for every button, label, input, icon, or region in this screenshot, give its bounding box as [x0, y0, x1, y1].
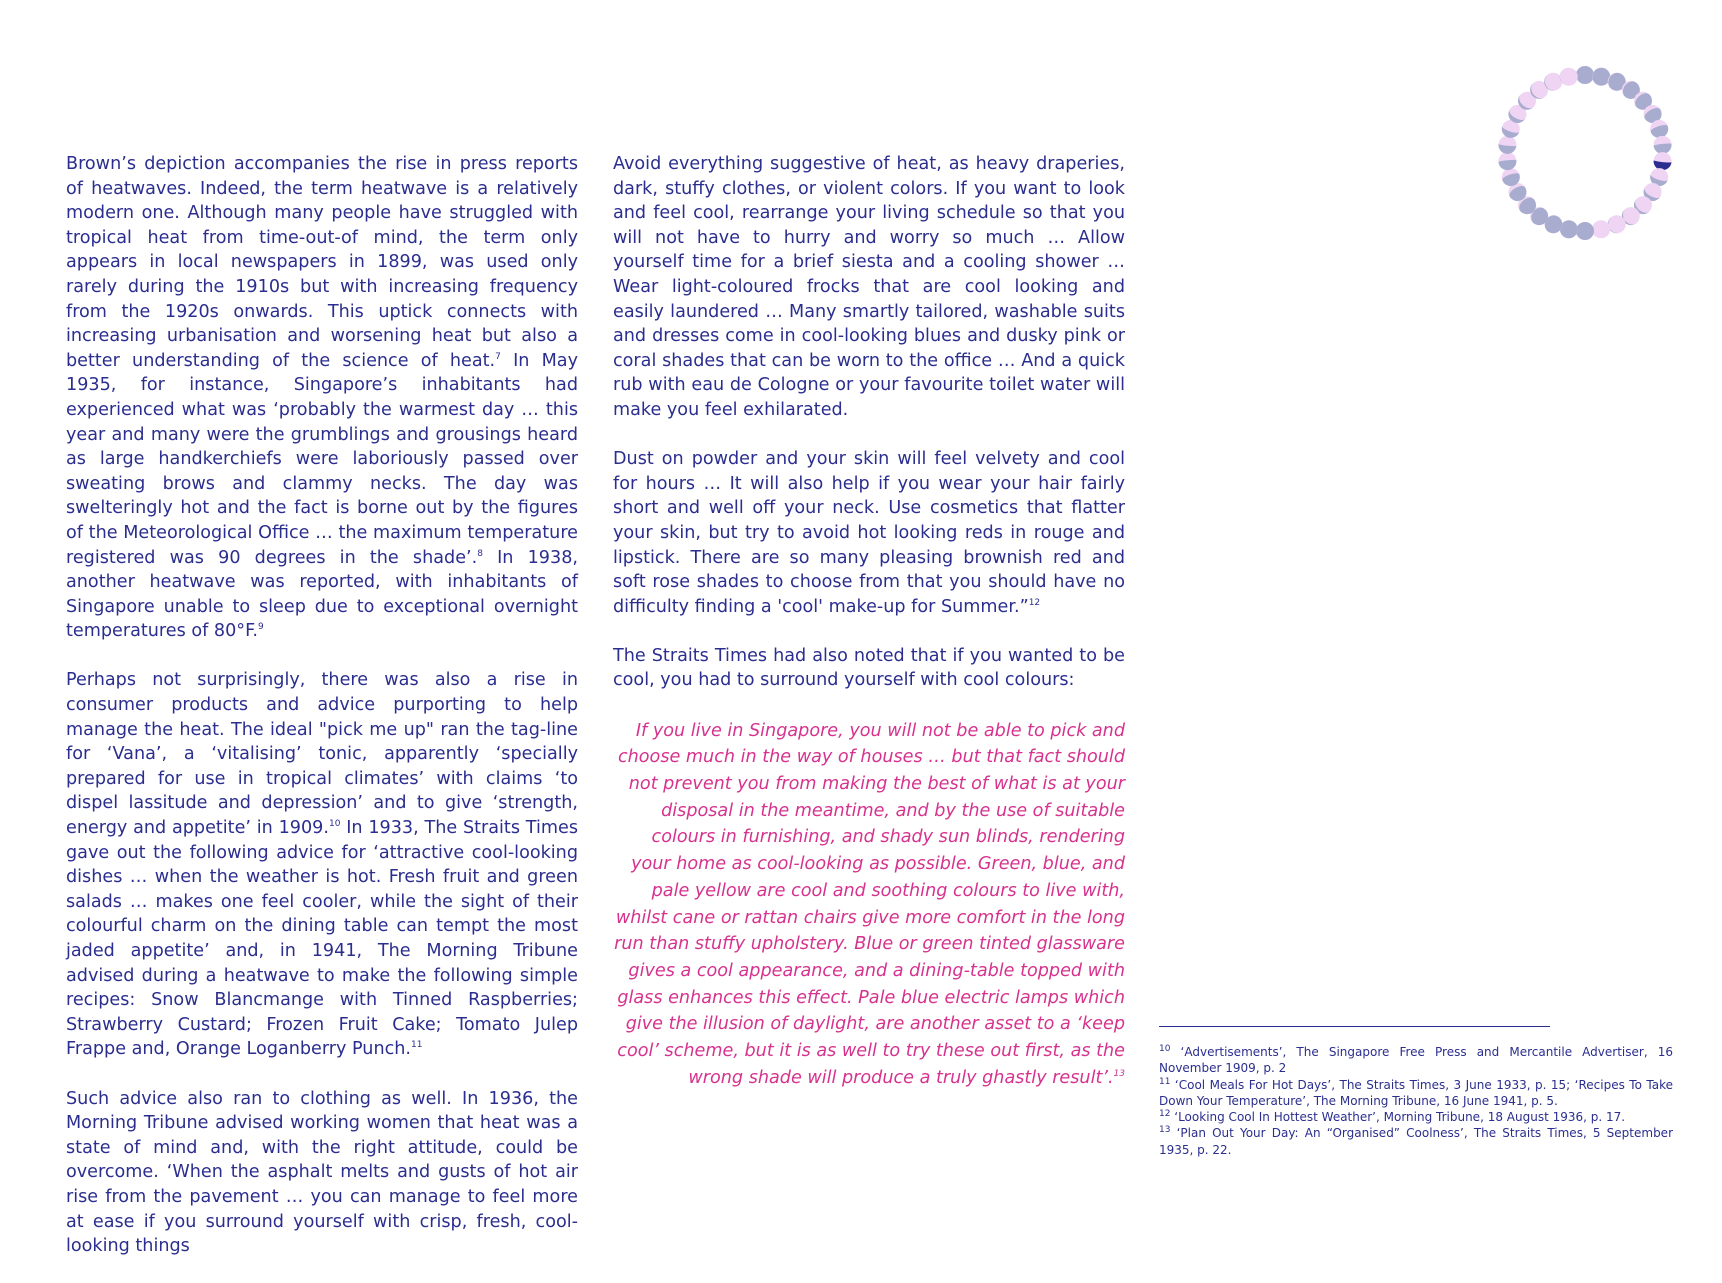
text-run: In May 1935, for instance, Singapore’s inhabitants had experienced what was ‘probably the warmest day … this year and many were the grumblings and grousings heard as large handkerchiefs were laboriously passed over sweating brows and clammy necks. The day was swelteringly hot and the fact is borne out by the figures of the Meteorological Office … the maximum temperature registered was 90 degrees in the shade’.	[66, 350, 578, 568]
footnote-ref: 12	[1028, 597, 1041, 608]
footnote-ref: 8	[477, 548, 483, 559]
footnote-ref: 13	[1113, 1068, 1125, 1079]
moon-phase-icon	[1653, 152, 1672, 171]
text-run: In 1938, another heatwave was reported, with inhabitants of Singapore unable to sleep due to exceptional overnight temperatures of 80°F.	[66, 547, 578, 642]
footnote-ref: 9	[257, 622, 264, 633]
footnote-number: 11	[1159, 1076, 1171, 1087]
paragraph	[613, 644, 1125, 693]
footnote	[1159, 1125, 1673, 1158]
footnote-number: 12	[1159, 1109, 1171, 1120]
moon-phase-icon	[1654, 136, 1673, 155]
footnote-number: 10	[1159, 1044, 1171, 1054]
footnotes	[1159, 1044, 1673, 1158]
footnote	[1159, 1109, 1673, 1125]
text-run: Such advice also ran to clothing as well. In 1936, the Morning Tribune advised working women that heat was a state of mind and, with the right attitude, could be overcome. ‘When the asphalt melts and gusts of hot air rise from the pavement … you can manage to feel more at ease if you surround yourself with crisp, fresh, cool-looking things	[66, 1088, 578, 1257]
text-run: Avoid everything suggestive of heat, as heavy draperies, dark, stuffy clothes, or violent colors. If you want to look and feel cool, rearrange your living schedule so that you will not have to hurry and worry so much … Allow yourself time for a brief siesta and a cooling shower … Wear light-coloured frocks that are cool looking and easily laundered … Many smartly tailored, washable suits and dresses come in cool-looking blues and dusky pink or coral shades that can be worn to the office … And a quick rub with eau de Cologne or your favourite toilet water will make you feel exhilarated.	[613, 154, 1125, 420]
text-run: Brown’s depiction accompanies the rise in press reports of heatwaves. Indeed, the term heatwave is a relatively modern one. Although many people have struggled with tropical heat from time-out-of mind, the term only appears in local newspapers in 1899, was used only rarely during the 1910s but with increasing frequency from the 1920s onwards. This uptick connects with increasing urbanisation and worsening heat but also a better understanding of the science of heat.	[66, 154, 578, 371]
footnote-divider	[1159, 1026, 1550, 1027]
footnote	[1159, 1044, 1673, 1077]
moon-phase-icon	[1576, 66, 1594, 84]
block-quote	[613, 718, 1125, 1092]
footnote-ref: 10	[328, 819, 341, 830]
middle-column	[613, 152, 1125, 1116]
footnote-number: 13	[1159, 1125, 1171, 1136]
footnote	[1159, 1077, 1673, 1110]
footnote-ref: 7	[495, 351, 501, 362]
moon-phase-icon	[1498, 152, 1517, 171]
paragraph	[66, 1087, 578, 1259]
text-run: Perhaps not surprisingly, there was also a rise in consumer products and advice purporting to help manage the heat. The ideal "pick me up" ran the tag-line for ‘Vana’, a ‘vitalising’ tonic, apparently ‘specially prepared for use in tropical climates’ with claims ‘to dispel lassitude and depression’ and to give ‘strength, energy and appetite’ in 1909.	[66, 670, 578, 839]
text-run: The Straits Times had also noted that if you wanted to be cool, you had to surround yourself with cool colours:	[613, 645, 1125, 691]
paragraph	[613, 152, 1125, 423]
text-run: If you live in Singapore, you will not be able to pick and choose much in the way of houses … but that fact should not prevent you from making the best of what is at your disposal in the meantime, and by the use of suitable colours in furnishing, and shady sun blinds, rendering your home as cool-looking as possible. Green, blue, and pale yellow are cool and soothing colours to live with, whilst cane or rattan chairs give more comfort in the long run than stuffy upholstery. Blue or green tinted glassware gives a cool appearance, and a dining-table topped with glass enhances this effect. Pale blue electric lamps which give the illusion of daylight, are another asset to a ‘keep cool’ scheme, but it is as well to try these out first, as the wrong shade will produce a truly ghastly result’.	[614, 720, 1125, 1088]
moon-phase-icon	[1576, 222, 1594, 240]
footnote-text: ‘Looking Cool In Hottest Weather’, Morning Tribune, 18 August 1936, p. 17.	[1170, 1110, 1626, 1125]
text-run: In 1933, The Straits Times gave out the following advice for ‘attractive cool-looking dishes … when the weather is hot. Fresh fruit and green salads … makes one feel cooler, while the sight of their colourful charm on the dining table can tempt the most jaded appetite’ and, in 1941, The Morning Tribune advised during a heatwave to make the following simple recipes: Snow Blancmange with Tinned Raspberries; Strawberry Custard; Frozen Fruit Cake; Tomato Julep Frappe and, Orange Loganberry Punch.	[66, 818, 578, 1060]
paragraph	[613, 447, 1125, 619]
paragraph	[66, 668, 578, 1062]
footnote-text: ‘Cool Meals For Hot Days’, The Straits Times, 3 June 1933, p. 15; ‘Recipes To Take Down Your Temperature’, The Morning Tribune, 16 June 1941, p. 5.	[1159, 1077, 1673, 1108]
moon-phase-ring-icon	[1490, 58, 1680, 248]
footnote-ref: 11	[411, 1040, 423, 1051]
text-run: Dust on powder and your skin will feel velvety and cool for hours … It will also help if you wear your hair fairly short and well off your neck. Use cosmetics that flatter your skin, but try to avoid hot looking reds in rouge and lipstick. There are so many pleasing brownish red and soft rose shades to choose from that you should have no difficulty finding a 'cool' make-up for Summer.”	[613, 449, 1125, 617]
footnote-text: ‘Plan Out Your Day: An “Organised” Coolness’, The Straits Times, 5 September 1935, p. 22.	[1159, 1126, 1673, 1157]
moon-phase-icon	[1498, 136, 1517, 155]
footnote-text: ‘Advertisements’, The Singapore Free Press and Mercantile Advertiser, 16 November 1909, p. 2	[1159, 1045, 1673, 1076]
paragraph	[66, 152, 578, 644]
left-column	[66, 152, 578, 1283]
